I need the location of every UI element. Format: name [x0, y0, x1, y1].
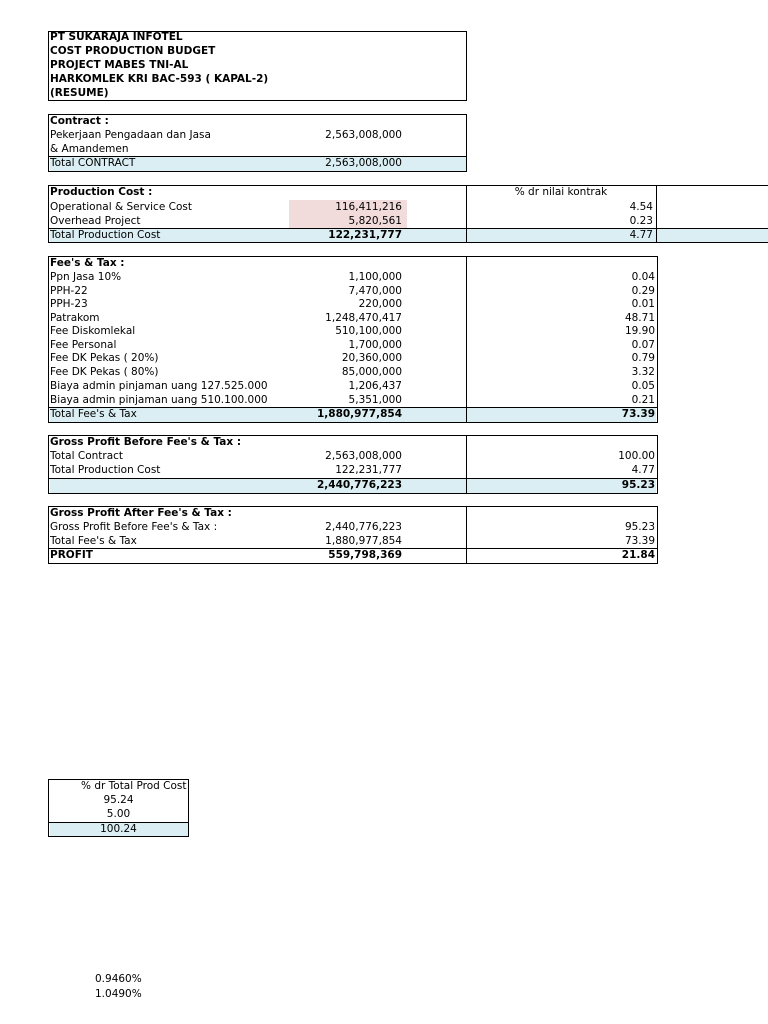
gross-before-title: Gross Profit Before Fee's & Tax :	[50, 436, 242, 448]
production-row-value: 116,411,216	[335, 201, 402, 213]
contract-item-label-2: & Amandemen	[50, 143, 129, 155]
prod-pct-bottom-line	[48, 836, 189, 837]
contract-item-value: 2,563,008,000	[325, 129, 402, 141]
gross-before-row-label: Total Production Cost	[50, 464, 161, 476]
prod-pct-value: 5.00	[106, 808, 131, 820]
fee-row-pct: 0.05	[631, 380, 655, 392]
gross-before-row-pct: 100.00	[618, 450, 655, 462]
project-detail: HARKOMLEK KRI BAC-593 ( KAPAL-2)	[50, 73, 269, 85]
production-row-pct: 0.23	[629, 215, 653, 227]
document-title: COST PRODUCTION BUDGET	[50, 45, 216, 57]
fee-row-pct: 0.79	[631, 352, 655, 364]
fee-row-label: Fee Diskomlekal	[50, 325, 136, 337]
gross-before-total-value: 2,440,776,223	[316, 479, 402, 491]
prod-pct-total: 100.24	[100, 823, 137, 835]
fee-row-value: 510,100,000	[335, 325, 402, 337]
production-row-label: Operational & Service Cost	[50, 201, 192, 213]
prod-pct-value: 95.24	[103, 794, 134, 806]
fee-row-value: 20,360,000	[341, 352, 402, 364]
gross-before-row-label: Total Contract	[50, 450, 124, 462]
fee-row-label: Biaya admin pinjaman uang 127.525.000	[50, 380, 268, 392]
fees-total-label: Total Fee's & Tax	[50, 408, 137, 420]
production-total-value: 122,231,777	[328, 229, 402, 241]
gross-before-total-pct: 95.23	[621, 479, 655, 491]
production-row-pct: 4.54	[629, 201, 653, 213]
production-total-pct: 4.77	[629, 229, 653, 241]
fee-row-label: PPH-23	[50, 298, 88, 310]
fees-total-pct: 73.39	[621, 408, 655, 420]
production-pct-divider	[656, 185, 657, 243]
footnote-percent: 0.9460%	[95, 973, 142, 985]
fee-row-pct: 48.71	[624, 312, 655, 324]
footnote-percent: 1.0490%	[95, 988, 142, 1000]
gross-before-row-value: 122,231,777	[335, 464, 402, 476]
production-bottom-line	[48, 242, 768, 243]
company-name: PT SUKARAJA INFOTEL	[50, 31, 183, 43]
production-left-border	[48, 185, 49, 243]
production-pct-header: % dr nilai kontrak	[514, 186, 608, 198]
fee-row-value: 85,000,000	[341, 366, 402, 378]
gross-after-row-pct: 73.39	[624, 535, 655, 547]
prod-pct-left-border	[48, 779, 49, 837]
fee-row-label: Fee DK Pekas ( 80%)	[50, 366, 159, 378]
production-title: Production Cost :	[50, 186, 153, 198]
gross-before-row-value: 2,563,008,000	[325, 450, 402, 462]
fee-row-label: Ppn Jasa 10%	[50, 271, 122, 283]
gross-after-row-value: 2,440,776,223	[325, 521, 402, 533]
document-subtitle: (RESUME)	[50, 87, 109, 99]
fee-row-label: Biaya admin pinjaman uang 510.100.000	[50, 394, 268, 406]
prod-pct-header: % dr Total Prod Cost	[81, 780, 187, 792]
fee-row-pct: 19.90	[624, 325, 655, 337]
fee-row-value: 1,248,470,417	[325, 312, 402, 324]
fee-row-pct: 0.29	[631, 285, 655, 297]
production-total-label: Total Production Cost	[50, 229, 161, 241]
fee-row-value: 1,100,000	[348, 271, 402, 283]
fee-row-pct: 0.01	[631, 298, 655, 310]
profit-label: PROFIT	[50, 549, 93, 561]
fee-row-pct: 0.07	[631, 339, 655, 351]
contract-total-value: 2,563,008,000	[325, 157, 402, 169]
production-row-label: Overhead Project	[50, 215, 141, 227]
contract-item-label: Pekerjaan Pengadaan dan Jasa	[50, 129, 211, 141]
fees-title: Fee's & Tax :	[50, 257, 125, 269]
gross-after-row-pct: 95.23	[624, 521, 655, 533]
fee-row-label: PPH-22	[50, 285, 88, 297]
profit-pct: 21.84	[621, 549, 655, 561]
fee-row-value: 5,351,000	[348, 394, 402, 406]
gross-before-row-pct: 4.77	[631, 464, 655, 476]
production-top-line	[48, 185, 768, 186]
fee-row-pct: 3.32	[631, 366, 655, 378]
project-name: PROJECT MABES TNI-AL	[50, 59, 189, 71]
production-row-value: 5,820,561	[348, 215, 402, 227]
gross-after-row-label: Total Fee's & Tax	[50, 535, 137, 547]
contract-title: Contract :	[50, 115, 109, 127]
fee-row-value: 1,206,437	[348, 380, 402, 392]
fee-row-label: Fee Personal	[50, 339, 117, 351]
fee-row-value: 1,700,000	[348, 339, 402, 351]
gross-after-row-value: 1,880,977,854	[325, 535, 402, 547]
fee-row-label: Fee DK Pekas ( 20%)	[50, 352, 159, 364]
fee-row-value: 220,000	[358, 298, 402, 310]
contract-total-label: Total CONTRACT	[50, 157, 136, 169]
gross-after-title: Gross Profit After Fee's & Tax :	[50, 507, 232, 519]
fee-row-pct: 0.21	[631, 394, 655, 406]
profit-value: 559,798,369	[328, 549, 402, 561]
fee-row-label: Patrakom	[50, 312, 100, 324]
fees-total-value: 1,880,977,854	[316, 408, 402, 420]
fee-row-value: 7,470,000	[348, 285, 402, 297]
gross-after-row-label: Gross Profit Before Fee's & Tax :	[50, 521, 218, 533]
fee-row-pct: 0.04	[631, 271, 655, 283]
